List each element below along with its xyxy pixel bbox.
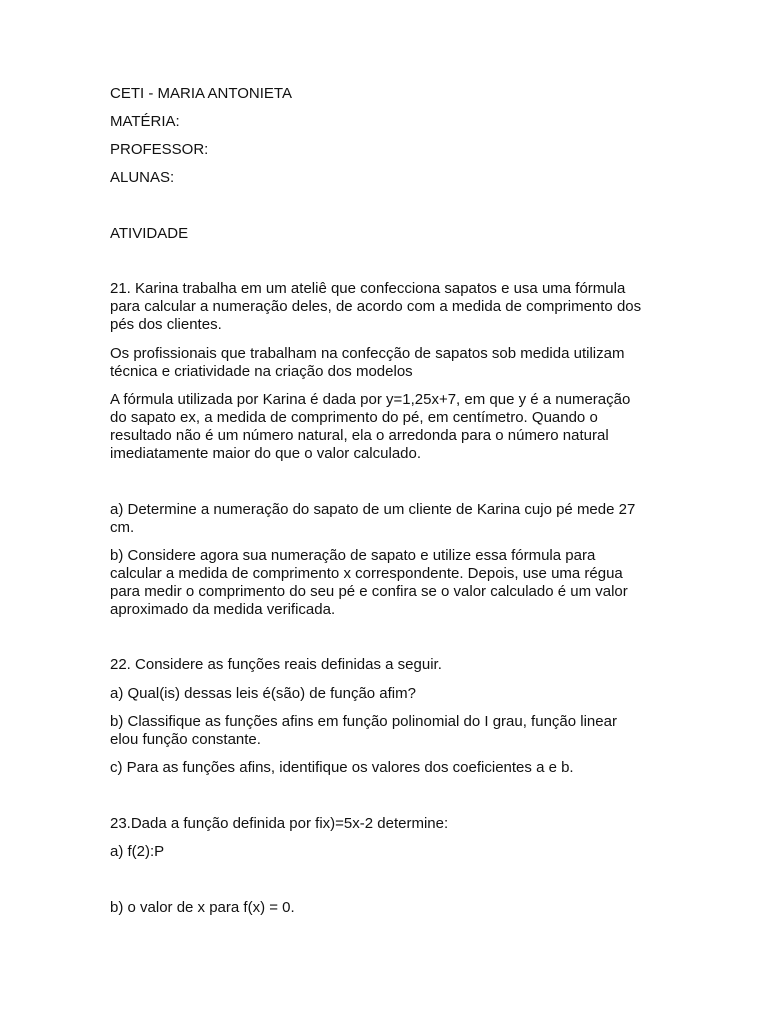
q22-a: a) Qual(is) dessas leis é(são) de função afim? (110, 685, 416, 702)
q21-a-line-1: a) Determine a numeração do sapato de um cliente de Karina cujo pé mede 27 (110, 501, 636, 518)
q21-intro-line-3: pés dos clientes. (110, 316, 222, 333)
q23-b: b) o valor de x para f(x) = 0. (110, 899, 295, 916)
q21-para3-line-2: do sapato ex, a medida de comprimento do pé, em centímetro. Quando o (110, 409, 598, 426)
q22-b-line-2: elou função constante. (110, 731, 261, 748)
professor-label: PROFESSOR: (110, 141, 209, 158)
q21-b-line-4: aproximado da medida verificada. (110, 601, 336, 618)
q21-b-line-2: calcular a medida de comprimento x correspondente. Depois, use uma régua (110, 565, 623, 582)
activity-title: ATIVIDADE (110, 225, 189, 242)
q21-para2-line-2: técnica e criatividade na criação dos modelos (110, 363, 413, 380)
q21-b-line-3: para medir o comprimento do seu pé e confira se o valor calculado é um valor (110, 583, 628, 600)
q22-intro: 22. Considere as funções reais definidas a seguir. (110, 656, 442, 673)
q21-a-line-2: cm. (110, 519, 135, 536)
q21-intro-line-2: para calcular a numeração deles, de acordo com a medida de comprimento dos (110, 298, 642, 315)
subject-label: MATÉRIA: (110, 113, 180, 130)
q23-a: a) f(2):P (110, 843, 165, 860)
q21-para3-line-3: resultado não é um número natural, ela o arredonda para o número natural (110, 427, 609, 444)
q22-b-line-1: b) Classifique as funções afins em função polinomial do I grau, função linear (110, 713, 617, 730)
q21-para3-line-1: A fórmula utilizada por Karina é dada por y=1,25x+7, em que y é a numeração (110, 391, 631, 408)
students-label: ALUNAS: (110, 169, 175, 186)
q22-c: c) Para as funções afins, identifique os valores dos coeficientes a e b. (110, 759, 574, 776)
q21-intro-line-1: 21. Karina trabalha em um ateliê que confecciona sapatos e usa uma fórmula (110, 280, 626, 297)
q23-intro: 23.Dada a função definida por fix)=5x-2 determine: (110, 815, 449, 832)
school-name: CETI - MARIA ANTONIETA (110, 85, 292, 102)
q21-para3-line-4: imediatamente maior do que o valor calculado. (110, 445, 422, 462)
q21-b-line-1: b) Considere agora sua numeração de sapato e utilize essa fórmula para (110, 547, 596, 564)
q21-para2-line-1: Os profissionais que trabalham na confecção de sapatos sob medida utilizam (110, 345, 625, 362)
